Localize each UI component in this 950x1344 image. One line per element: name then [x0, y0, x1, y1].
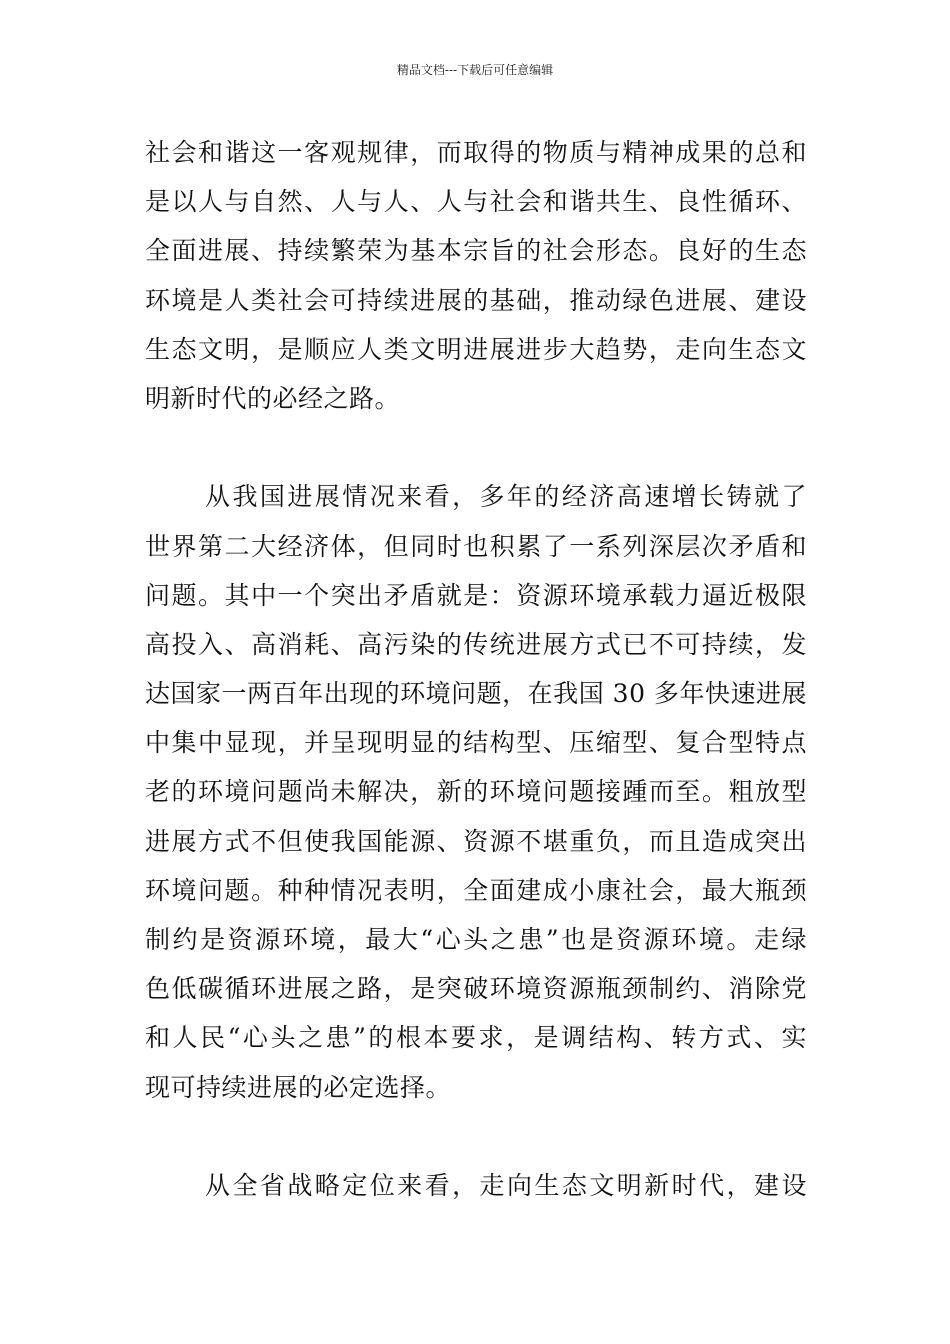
text-line: 问题。其中一个突出矛盾就是：资源环境承载力逼近极限 [145, 580, 807, 610]
paragraph-spacer [145, 1112, 807, 1161]
text-line: 明新时代的必经之路。 [145, 383, 401, 413]
text-line: 现可持续进展的必定选择。 [145, 1072, 452, 1102]
text-line: 达国家一两百年出现的环境问题，在我国 30 多年快速进展 [145, 679, 807, 709]
document-body [145, 128, 807, 1210]
text-line: 进展方式不但使我国能源、资源不堪重负，而且造成突出 [145, 826, 807, 856]
text-line: 制约是资源环境，最大“心头之患”也是资源环境。走绿 [145, 925, 807, 954]
paragraph-spacer [145, 423, 807, 472]
paragraph [145, 1161, 807, 1210]
text-line: 全面进展、持续繁荣为基本宗旨的社会形态。良好的生态 [145, 236, 807, 266]
text-line: 从我国进展情况来看，多年的经济高速增长铸就了 [205, 482, 807, 512]
text-line: 环境是人类社会可持续进展的基础，推动绿色进展、建设 [145, 285, 807, 315]
text-line: 高投入、高消耗、高污染的传统进展方式已不可持续，发 [145, 629, 807, 659]
text-line: 环境问题。种种情况表明，全面建成小康社会，最大瓶颈 [145, 875, 807, 905]
text-line: 是以人与自然、人与人、人与社会和谐共生、良性循环、 [145, 187, 807, 217]
text-line: 世界第二大经济体，但同时也积累了一系列深层次矛盾和 [145, 531, 807, 561]
text-line: 和人民“心头之患”的根本要求，是调结构、转方式、实 [145, 1023, 807, 1053]
text-line: 老的环境问题尚未解决，新的环境问题接踵而至。粗放型 [145, 777, 807, 807]
paragraph [145, 128, 807, 423]
text-line: 生态文明，是顺应人类文明进展进步大趋势，走向生态文 [145, 334, 807, 364]
text-line: 色低碳循环进展之路，是突破环境资源瓶颈制约、消除党 [145, 974, 807, 1004]
text-line: 社会和谐这一客观规律，而取得的物质与精神成果的总和 [145, 138, 807, 167]
paragraph [145, 472, 807, 1111]
page-header: 精品文档---下载后可任意编辑 [396, 63, 554, 77]
text-line: 中集中显现，并呈现明显的结构型、压缩型、复合型特点 [145, 728, 807, 758]
text-line: 从全省战略定位来看，走向生态文明新时代，建设 [205, 1170, 807, 1200]
